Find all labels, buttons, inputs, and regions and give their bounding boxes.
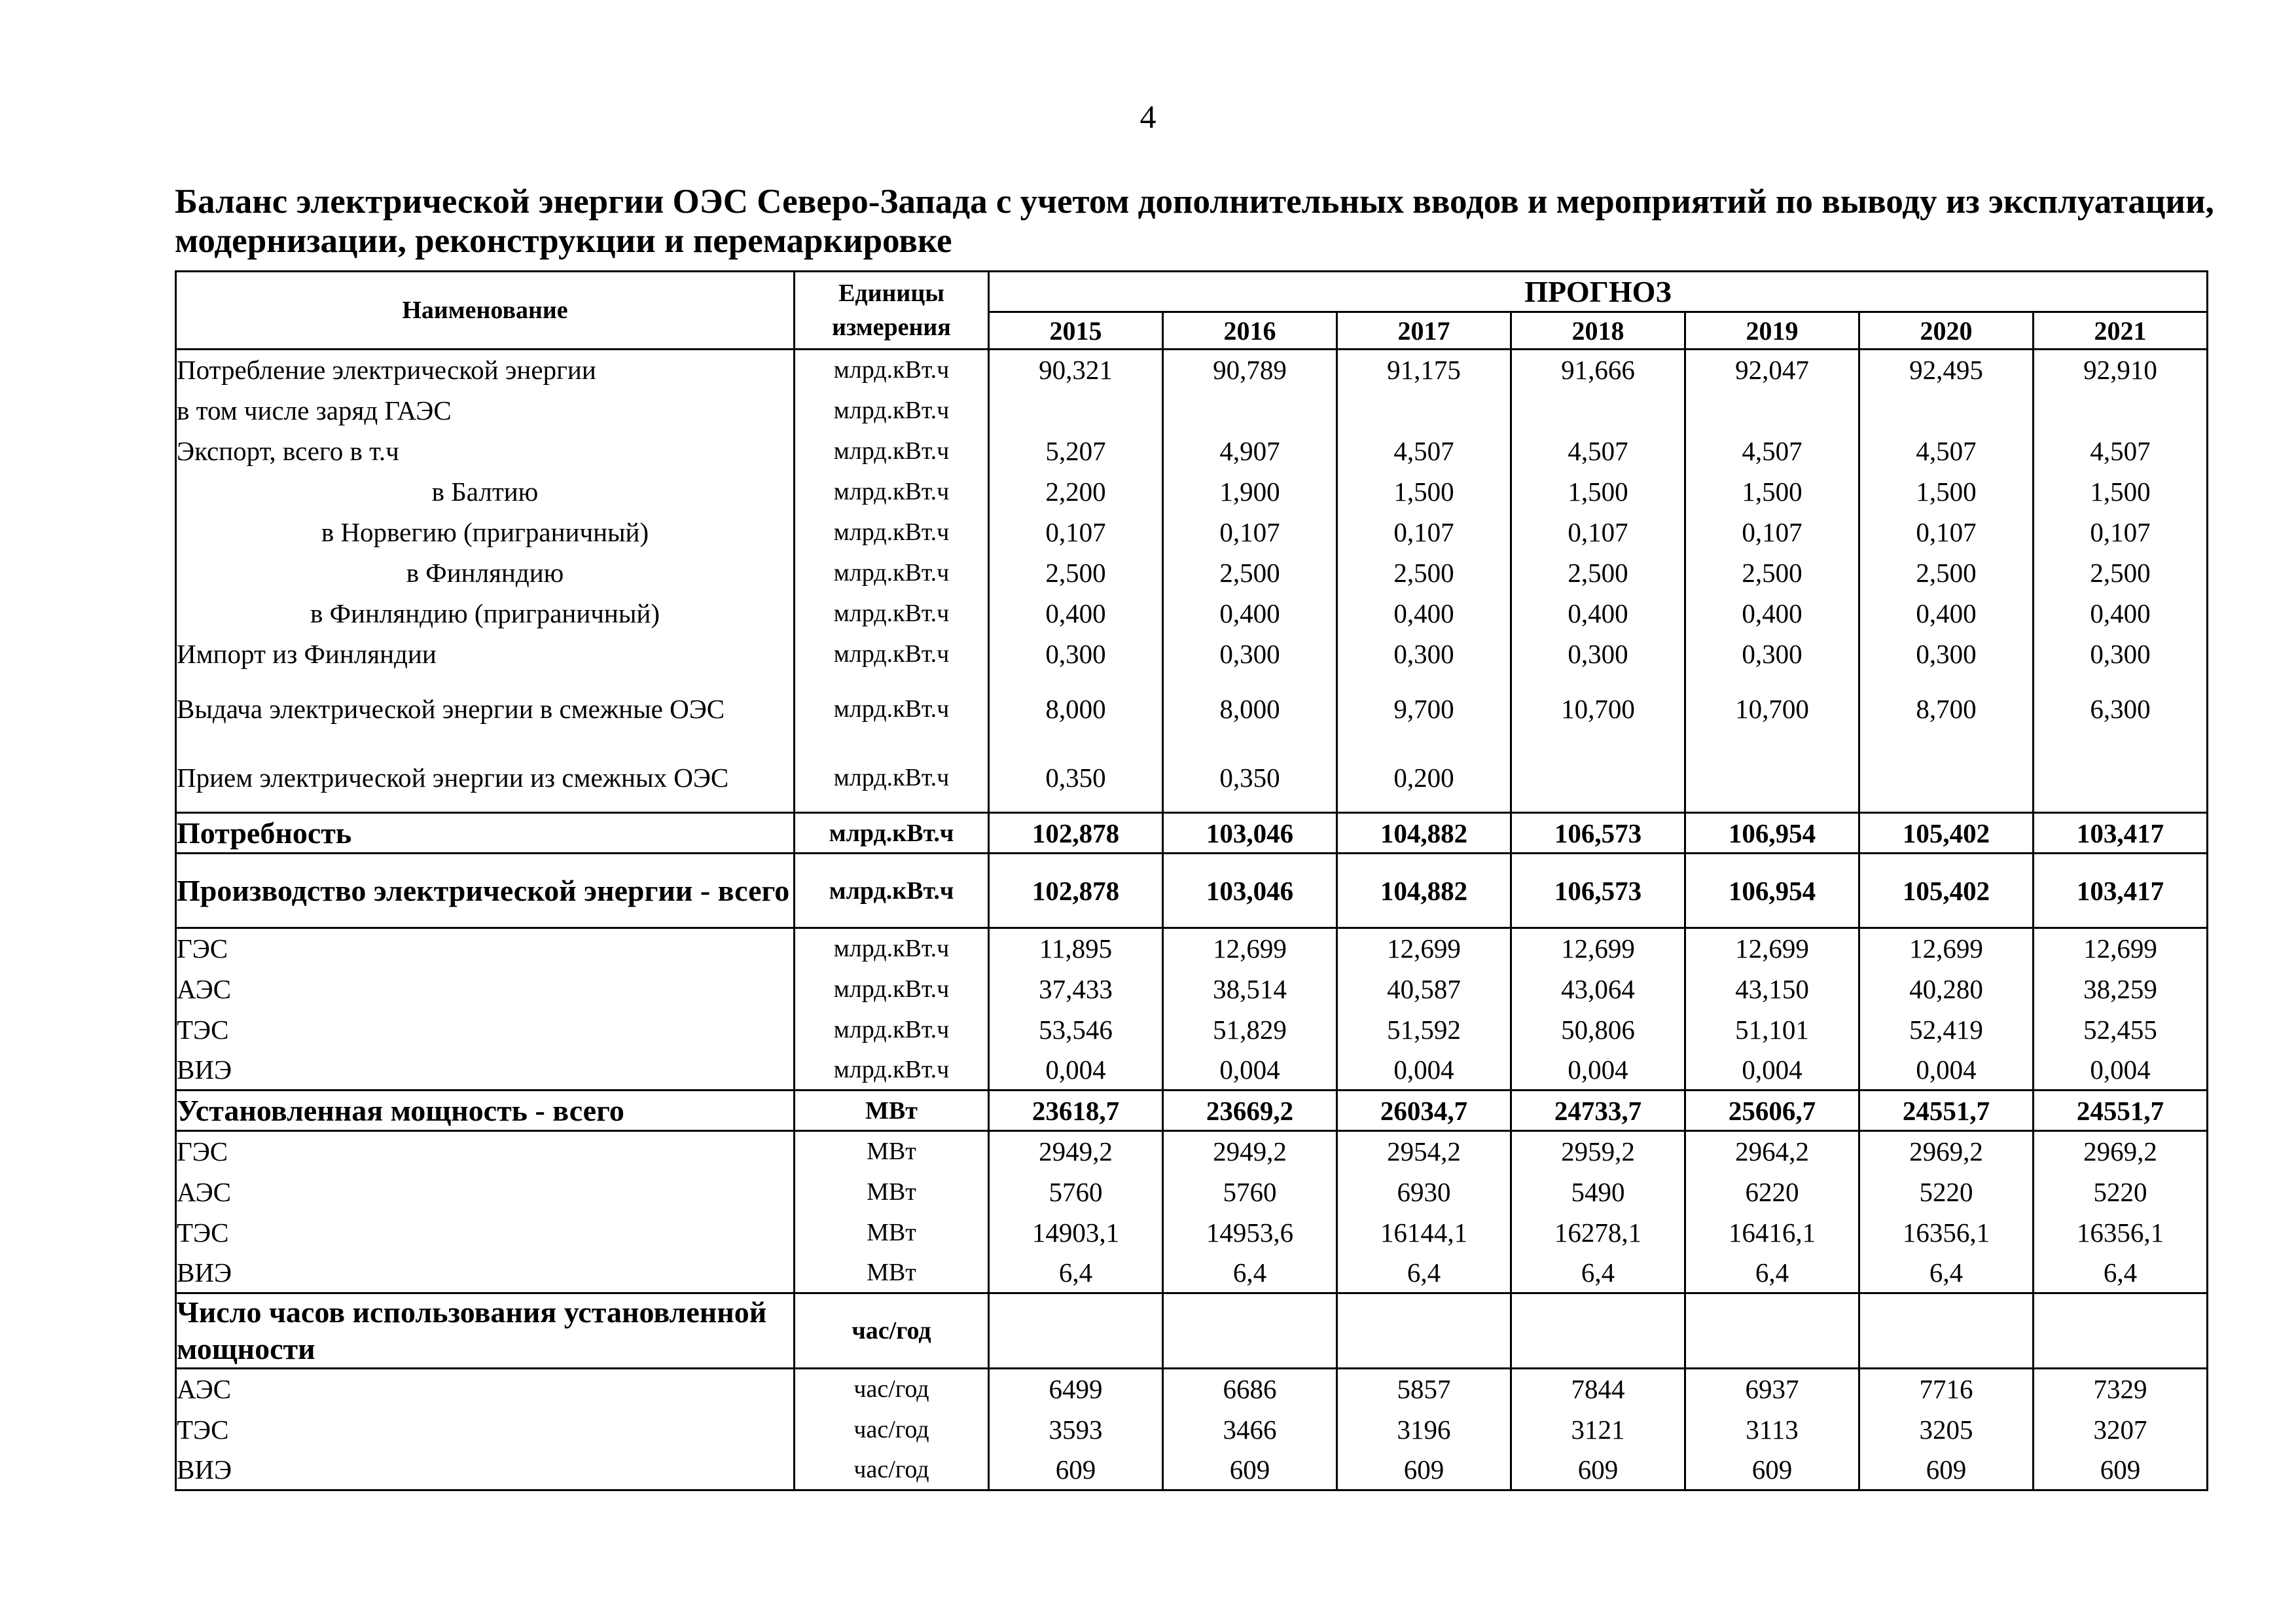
row-name: в Финляндию (приграничный) xyxy=(176,593,795,634)
value-cell: 3207 xyxy=(2034,1409,2208,1450)
value-cell: 90,789 xyxy=(1163,350,1337,390)
value-cell: 105,402 xyxy=(1859,854,2034,928)
value-cell: 51,829 xyxy=(1163,1009,1337,1050)
value-cell xyxy=(1685,744,1859,813)
value-cell: 7844 xyxy=(1511,1369,1685,1409)
table-row xyxy=(176,471,2208,512)
value-cell: 0,400 xyxy=(1685,593,1859,634)
row-unit: млрд.кВт.ч xyxy=(795,928,989,969)
value-cell: 12,699 xyxy=(1859,928,2034,969)
table-row xyxy=(176,1369,2208,1409)
value-cell: 6,4 xyxy=(1859,1253,2034,1293)
row-unit: млрд.кВт.ч xyxy=(795,854,989,928)
value-cell: 1,500 xyxy=(1337,471,1511,512)
value-cell: 2,500 xyxy=(2034,552,2208,593)
value-cell: 0,400 xyxy=(2034,593,2208,634)
value-cell: 2,500 xyxy=(1511,552,1685,593)
header-year: 2018 xyxy=(1511,312,1685,350)
value-cell: 38,514 xyxy=(1163,969,1337,1009)
value-cell: 3593 xyxy=(989,1409,1163,1450)
value-cell: 37,433 xyxy=(989,969,1163,1009)
value-cell: 43,150 xyxy=(1685,969,1859,1009)
value-cell: 23618,7 xyxy=(989,1091,1163,1131)
value-cell: 11,895 xyxy=(989,928,1163,969)
value-cell xyxy=(1685,390,1859,431)
table-row xyxy=(176,431,2208,471)
value-cell: 3113 xyxy=(1685,1409,1859,1450)
value-cell: 0,300 xyxy=(1511,634,1685,674)
row-name: Установленная мощность - всего xyxy=(176,1091,795,1131)
table-row xyxy=(176,813,2208,854)
table-row xyxy=(176,928,2208,969)
value-cell: 92,495 xyxy=(1859,350,2034,390)
value-cell: 0,107 xyxy=(2034,512,2208,552)
value-cell: 609 xyxy=(1685,1450,1859,1490)
value-cell: 24551,7 xyxy=(1859,1091,2034,1131)
row-name: Потребность xyxy=(176,813,795,854)
value-cell: 5857 xyxy=(1337,1369,1511,1409)
row-name: ТЭС xyxy=(176,1409,795,1450)
value-cell: 102,878 xyxy=(989,854,1163,928)
value-cell: 0,107 xyxy=(1685,512,1859,552)
value-cell: 2,500 xyxy=(1859,552,2034,593)
table-row xyxy=(176,1131,2208,1172)
table-row xyxy=(176,1253,2208,1293)
value-cell: 91,175 xyxy=(1337,350,1511,390)
header-name: Наименование xyxy=(176,272,795,350)
row-unit: млрд.кВт.ч xyxy=(795,390,989,431)
row-name: в том числе заряд ГАЭС xyxy=(176,390,795,431)
table-row xyxy=(176,674,2208,744)
value-cell: 0,004 xyxy=(1685,1050,1859,1091)
value-cell: 2964,2 xyxy=(1685,1131,1859,1172)
table-row xyxy=(176,1450,2208,1490)
table-row xyxy=(176,1172,2208,1212)
value-cell: 0,004 xyxy=(1163,1050,1337,1091)
value-cell: 38,259 xyxy=(2034,969,2208,1009)
table-row xyxy=(176,1212,2208,1253)
value-cell: 2969,2 xyxy=(2034,1131,2208,1172)
value-cell: 1,500 xyxy=(1859,471,2034,512)
value-cell: 5760 xyxy=(989,1172,1163,1212)
value-cell: 6,4 xyxy=(989,1253,1163,1293)
value-cell: 2959,2 xyxy=(1511,1131,1685,1172)
value-cell: 5220 xyxy=(2034,1172,2208,1212)
value-cell xyxy=(989,390,1163,431)
value-cell xyxy=(1859,390,2034,431)
value-cell: 4,507 xyxy=(1511,431,1685,471)
value-cell xyxy=(1685,1293,1859,1369)
value-cell: 102,878 xyxy=(989,813,1163,854)
value-cell: 0,004 xyxy=(2034,1050,2208,1091)
value-cell: 2969,2 xyxy=(1859,1131,2034,1172)
value-cell: 4,507 xyxy=(2034,431,2208,471)
value-cell: 103,417 xyxy=(2034,813,2208,854)
value-cell xyxy=(989,1293,1163,1369)
value-cell: 0,400 xyxy=(1163,593,1337,634)
value-cell: 0,107 xyxy=(989,512,1163,552)
row-name: Потребление электрической энергии xyxy=(176,350,795,390)
value-cell: 5760 xyxy=(1163,1172,1337,1212)
page-number: 4 xyxy=(1139,98,1157,135)
value-cell xyxy=(1511,744,1685,813)
value-cell: 10,700 xyxy=(1685,674,1859,744)
value-cell: 51,101 xyxy=(1685,1009,1859,1050)
value-cell: 16144,1 xyxy=(1337,1212,1511,1253)
value-cell: 16416,1 xyxy=(1685,1212,1859,1253)
value-cell: 4,507 xyxy=(1685,431,1859,471)
header-year: 2021 xyxy=(2034,312,2208,350)
value-cell: 2,500 xyxy=(1163,552,1337,593)
value-cell: 0,400 xyxy=(1511,593,1685,634)
value-cell: 6499 xyxy=(989,1369,1163,1409)
value-cell: 2949,2 xyxy=(989,1131,1163,1172)
value-cell: 6930 xyxy=(1337,1172,1511,1212)
value-cell: 609 xyxy=(2034,1450,2208,1490)
value-cell: 0,300 xyxy=(1337,634,1511,674)
table-row xyxy=(176,969,2208,1009)
value-cell: 16356,1 xyxy=(2034,1212,2208,1253)
table-row xyxy=(176,593,2208,634)
value-cell: 8,000 xyxy=(989,674,1163,744)
value-cell: 6,4 xyxy=(1163,1253,1337,1293)
value-cell: 5490 xyxy=(1511,1172,1685,1212)
value-cell: 4,507 xyxy=(1337,431,1511,471)
row-unit: млрд.кВт.ч xyxy=(795,813,989,854)
value-cell: 0,107 xyxy=(1859,512,2034,552)
value-cell: 0,400 xyxy=(1337,593,1511,634)
value-cell: 14953,6 xyxy=(1163,1212,1337,1253)
value-cell: 6,4 xyxy=(2034,1253,2208,1293)
balance-table xyxy=(175,270,2208,1491)
value-cell: 103,046 xyxy=(1163,854,1337,928)
table-row xyxy=(176,512,2208,552)
row-unit: млрд.кВт.ч xyxy=(795,431,989,471)
value-cell: 16356,1 xyxy=(1859,1212,2034,1253)
value-cell: 3196 xyxy=(1337,1409,1511,1450)
table-row xyxy=(176,350,2208,390)
row-unit: млрд.кВт.ч xyxy=(795,471,989,512)
value-cell: 8,000 xyxy=(1163,674,1337,744)
value-cell: 2,500 xyxy=(1337,552,1511,593)
value-cell: 0,300 xyxy=(2034,634,2208,674)
row-unit: млрд.кВт.ч xyxy=(795,969,989,1009)
value-cell: 0,400 xyxy=(1859,593,2034,634)
value-cell: 609 xyxy=(1511,1450,1685,1490)
value-cell: 0,350 xyxy=(1163,744,1337,813)
row-unit: час/год xyxy=(795,1369,989,1409)
value-cell: 0,300 xyxy=(1685,634,1859,674)
value-cell: 14903,1 xyxy=(989,1212,1163,1253)
row-unit: млрд.кВт.ч xyxy=(795,552,989,593)
row-unit: МВт xyxy=(795,1091,989,1131)
value-cell: 40,280 xyxy=(1859,969,2034,1009)
value-cell: 609 xyxy=(1337,1450,1511,1490)
row-name: Импорт из Финляндии xyxy=(176,634,795,674)
value-cell: 53,546 xyxy=(989,1009,1163,1050)
value-cell: 104,882 xyxy=(1337,813,1511,854)
row-unit: час/год xyxy=(795,1293,989,1369)
row-name: ВИЭ xyxy=(176,1253,795,1293)
value-cell: 6220 xyxy=(1685,1172,1859,1212)
value-cell: 104,882 xyxy=(1337,854,1511,928)
header-forecast: ПРОГНОЗ xyxy=(989,272,2208,312)
table-row xyxy=(176,1293,2208,1369)
value-cell: 0,300 xyxy=(1859,634,2034,674)
value-cell: 12,699 xyxy=(1511,928,1685,969)
row-name: в Норвегию (приграничный) xyxy=(176,512,795,552)
row-name: Число часов использования установленной мощности xyxy=(176,1293,795,1369)
table-row xyxy=(176,744,2208,813)
table-row xyxy=(176,552,2208,593)
row-unit: млрд.кВт.ч xyxy=(795,593,989,634)
row-name: АЭС xyxy=(176,1172,795,1212)
value-cell: 26034,7 xyxy=(1337,1091,1511,1131)
value-cell: 50,806 xyxy=(1511,1009,1685,1050)
header-year: 2015 xyxy=(989,312,1163,350)
value-cell: 43,064 xyxy=(1511,969,1685,1009)
row-unit: млрд.кВт.ч xyxy=(795,1009,989,1050)
value-cell: 8,700 xyxy=(1859,674,2034,744)
value-cell: 12,699 xyxy=(1163,928,1337,969)
value-cell: 3466 xyxy=(1163,1409,1337,1450)
row-name: Прием электрической энергии из смежных ОЭС xyxy=(176,744,795,813)
row-name: Экспорт, всего в т.ч xyxy=(176,431,795,471)
value-cell: 3121 xyxy=(1511,1409,1685,1450)
row-unit: МВт xyxy=(795,1131,989,1172)
row-name: ГЭС xyxy=(176,928,795,969)
value-cell: 0,400 xyxy=(989,593,1163,634)
value-cell: 106,573 xyxy=(1511,813,1685,854)
table-row xyxy=(176,854,2208,928)
value-cell: 2,500 xyxy=(989,552,1163,593)
row-unit: час/год xyxy=(795,1409,989,1450)
value-cell: 1,900 xyxy=(1163,471,1337,512)
value-cell: 2954,2 xyxy=(1337,1131,1511,1172)
value-cell: 25606,7 xyxy=(1685,1091,1859,1131)
row-unit: час/год xyxy=(795,1450,989,1490)
value-cell xyxy=(1163,1293,1337,1369)
value-cell: 52,419 xyxy=(1859,1009,2034,1050)
value-cell: 5220 xyxy=(1859,1172,2034,1212)
document-title: Баланс электрической энергии ОЭС Северо-Запада с учетом дополнительных вводов и мероприятий по выводу из эксплуатации, модернизации, реконструкции и перемаркировке xyxy=(175,183,2214,260)
value-cell: 7716 xyxy=(1859,1369,2034,1409)
value-cell: 12,699 xyxy=(1685,928,1859,969)
row-name: ТЭС xyxy=(176,1212,795,1253)
value-cell xyxy=(2034,1293,2208,1369)
row-unit: МВт xyxy=(795,1172,989,1212)
value-cell: 92,047 xyxy=(1685,350,1859,390)
value-cell: 4,907 xyxy=(1163,431,1337,471)
value-cell xyxy=(1511,1293,1685,1369)
header-year: 2017 xyxy=(1337,312,1511,350)
value-cell: 2,200 xyxy=(989,471,1163,512)
value-cell: 103,417 xyxy=(2034,854,2208,928)
value-cell: 2,500 xyxy=(1685,552,1859,593)
header-unit: Единицы измерения xyxy=(795,272,989,350)
value-cell xyxy=(1337,1293,1511,1369)
row-name: ВИЭ xyxy=(176,1050,795,1091)
value-cell: 6686 xyxy=(1163,1369,1337,1409)
header-year: 2016 xyxy=(1163,312,1337,350)
value-cell: 16278,1 xyxy=(1511,1212,1685,1253)
value-cell xyxy=(1859,1293,2034,1369)
value-cell: 609 xyxy=(1859,1450,2034,1490)
value-cell: 24733,7 xyxy=(1511,1091,1685,1131)
value-cell: 0,350 xyxy=(989,744,1163,813)
value-cell xyxy=(1511,390,1685,431)
value-cell: 92,910 xyxy=(2034,350,2208,390)
value-cell: 0,004 xyxy=(1859,1050,2034,1091)
row-name: ГЭС xyxy=(176,1131,795,1172)
value-cell: 0,004 xyxy=(1511,1050,1685,1091)
value-cell: 0,107 xyxy=(1337,512,1511,552)
value-cell: 6,4 xyxy=(1337,1253,1511,1293)
value-cell: 0,300 xyxy=(989,634,1163,674)
value-cell: 4,507 xyxy=(1859,431,2034,471)
row-name: Производство электрической энергии - всего xyxy=(176,854,795,928)
table-row xyxy=(176,1409,2208,1450)
value-cell: 51,592 xyxy=(1337,1009,1511,1050)
row-name: Выдача электрической энергии в смежные ОЭС xyxy=(176,674,795,744)
row-name: АЭС xyxy=(176,1369,795,1409)
value-cell xyxy=(1859,744,2034,813)
value-cell xyxy=(2034,390,2208,431)
value-cell: 1,500 xyxy=(1511,471,1685,512)
value-cell: 90,321 xyxy=(989,350,1163,390)
value-cell xyxy=(2034,744,2208,813)
value-cell: 6,4 xyxy=(1685,1253,1859,1293)
value-cell: 0,300 xyxy=(1163,634,1337,674)
header-year: 2019 xyxy=(1685,312,1859,350)
value-cell: 609 xyxy=(1163,1450,1337,1490)
row-name: АЭС xyxy=(176,969,795,1009)
row-unit: МВт xyxy=(795,1253,989,1293)
value-cell: 12,699 xyxy=(2034,928,2208,969)
value-cell: 1,500 xyxy=(2034,471,2208,512)
row-unit: млрд.кВт.ч xyxy=(795,744,989,813)
value-cell: 23669,2 xyxy=(1163,1091,1337,1131)
value-cell: 0,200 xyxy=(1337,744,1511,813)
value-cell: 0,107 xyxy=(1511,512,1685,552)
table-row xyxy=(176,390,2208,431)
row-name: ТЭС xyxy=(176,1009,795,1050)
value-cell xyxy=(1163,390,1337,431)
value-cell: 3205 xyxy=(1859,1409,2034,1450)
value-cell: 106,954 xyxy=(1685,813,1859,854)
row-name: ВИЭ xyxy=(176,1450,795,1490)
row-unit: млрд.кВт.ч xyxy=(795,1050,989,1091)
value-cell: 7329 xyxy=(2034,1369,2208,1409)
value-cell: 106,573 xyxy=(1511,854,1685,928)
value-cell: 24551,7 xyxy=(2034,1091,2208,1131)
value-cell: 40,587 xyxy=(1337,969,1511,1009)
row-unit: млрд.кВт.ч xyxy=(795,350,989,390)
row-unit: млрд.кВт.ч xyxy=(795,674,989,744)
value-cell: 6,300 xyxy=(2034,674,2208,744)
value-cell: 9,700 xyxy=(1337,674,1511,744)
value-cell: 91,666 xyxy=(1511,350,1685,390)
value-cell: 6937 xyxy=(1685,1369,1859,1409)
value-cell: 52,455 xyxy=(2034,1009,2208,1050)
value-cell: 12,699 xyxy=(1337,928,1511,969)
table-row xyxy=(176,634,2208,674)
value-cell: 6,4 xyxy=(1511,1253,1685,1293)
value-cell: 0,004 xyxy=(989,1050,1163,1091)
header-year: 2020 xyxy=(1859,312,2034,350)
row-unit: млрд.кВт.ч xyxy=(795,512,989,552)
row-unit: МВт xyxy=(795,1212,989,1253)
table-row xyxy=(176,1091,2208,1131)
value-cell: 0,107 xyxy=(1163,512,1337,552)
row-name: в Финляндию xyxy=(176,552,795,593)
table-row xyxy=(176,1009,2208,1050)
value-cell xyxy=(1337,390,1511,431)
table-row xyxy=(176,1050,2208,1091)
value-cell: 0,004 xyxy=(1337,1050,1511,1091)
row-name: в Балтию xyxy=(176,471,795,512)
value-cell: 1,500 xyxy=(1685,471,1859,512)
value-cell: 106,954 xyxy=(1685,854,1859,928)
value-cell: 10,700 xyxy=(1511,674,1685,744)
value-cell: 2949,2 xyxy=(1163,1131,1337,1172)
value-cell: 609 xyxy=(989,1450,1163,1490)
value-cell: 105,402 xyxy=(1859,813,2034,854)
value-cell: 103,046 xyxy=(1163,813,1337,854)
value-cell: 5,207 xyxy=(989,431,1163,471)
row-unit: млрд.кВт.ч xyxy=(795,634,989,674)
